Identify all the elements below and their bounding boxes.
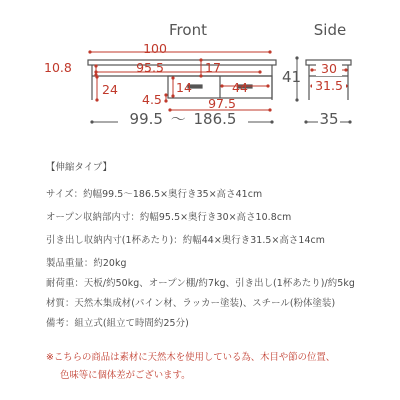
dimension-diagram [0, 0, 400, 125]
dim-4-5: 4.5 [142, 92, 162, 107]
dim-30: 30 [321, 61, 337, 76]
note-line-1: ※こちらの商品は素材に天然木を使用している為、木目や節の位置、 [46, 352, 336, 363]
extend-max: 186.5 [193, 110, 237, 125]
type-label: 【伸縮タイプ】 [46, 162, 112, 173]
dim-10-8: 10.8 [44, 60, 72, 75]
spec-open-storage: オープン収納部内寸：約幅95.5×奥行き30×高さ10.8cm [46, 212, 292, 223]
spec-drawer-storage: 引き出し収納内寸(1杯あたり)：約幅44×奥行き31.5×高さ14cm [46, 235, 326, 246]
dim-35: 35 [319, 110, 339, 125]
dim-31-5: 31.5 [315, 78, 343, 93]
note-line-2: 色味等に個体差がございます。 [60, 370, 191, 381]
spec-size: サイズ：約幅99.5〜186.5×奥行き35×高さ41cm [46, 189, 263, 200]
dim-17: 17 [205, 60, 221, 75]
spec-weight: 製品重量：約20kg [46, 258, 127, 269]
side-label: Side [313, 21, 347, 39]
extend-sep: 〜 [170, 110, 186, 125]
dim-24: 24 [102, 82, 118, 97]
spec-load: 耐荷重：天板/約50kg、オープン棚/約7kg、引き出し(1杯あたり)/約5kg [46, 278, 355, 289]
spec-remarks: 備考：組立式(組立て時間約25分) [46, 318, 189, 329]
dim-95-5: 95.5 [136, 60, 164, 75]
dim-100: 100 [143, 41, 167, 56]
dim-97-5: 97.5 [208, 96, 236, 111]
svg-text:99.5 〜 186.5 [130, 110, 237, 125]
dim-14: 14 [176, 80, 192, 95]
extend-min: 99.5 [129, 110, 163, 125]
front-label: Front [169, 21, 207, 39]
dim-41: 41 [282, 68, 302, 86]
spec-material: 材質：天然木集成材(パイン材、ラッカー塗装)、スチール(粉体塗装) [46, 298, 336, 309]
dim-44: 44 [232, 80, 248, 95]
